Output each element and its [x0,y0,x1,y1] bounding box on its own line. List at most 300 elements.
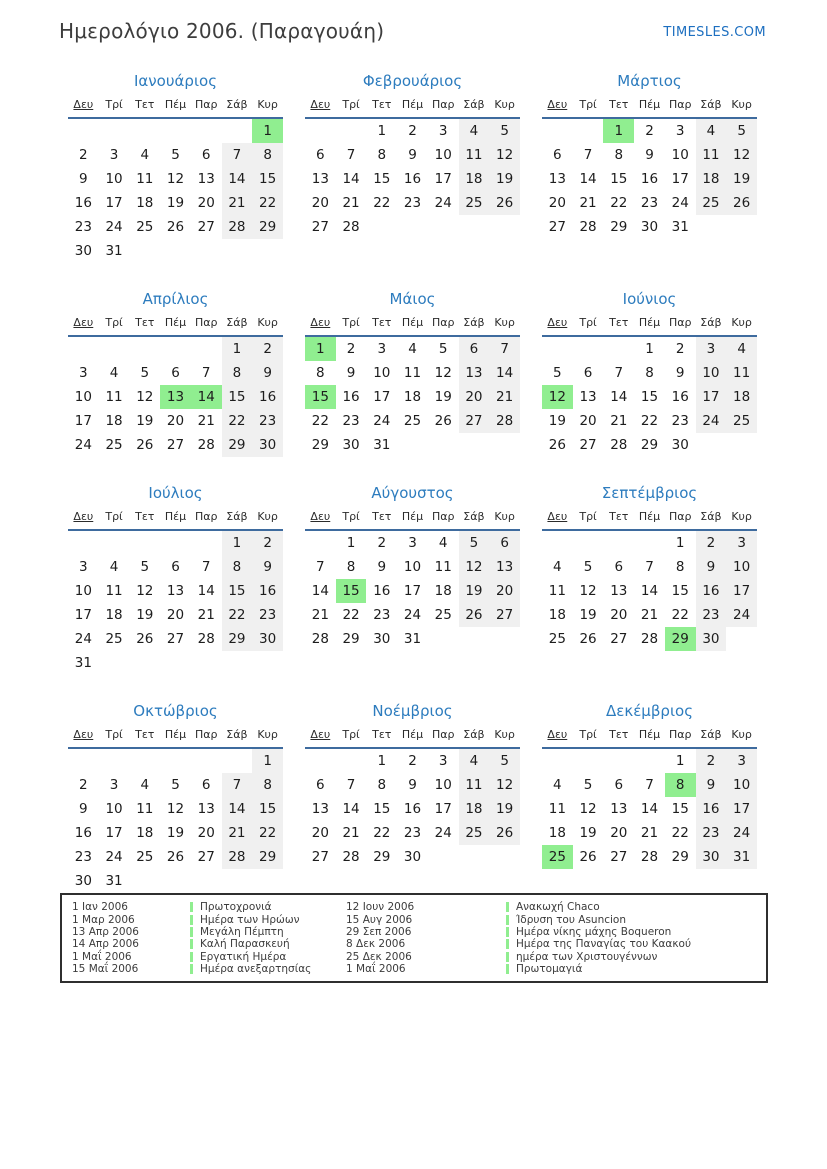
day-cell: 28 [640,631,659,647]
day-cell: 28 [311,631,329,647]
day-cell: 6 [171,365,180,381]
day-cell: 13 [160,385,191,409]
day-cell: 31 [726,845,757,869]
day-cell: 31 [74,655,92,671]
month-title: Αύγουστος [371,484,454,502]
day-cell: 30 [74,243,92,259]
day-cell: 17 [74,607,92,623]
legend-entry [190,938,346,950]
day-cell: 24 [696,409,727,433]
day-cell: 4 [140,147,150,163]
empty-cell [68,119,99,143]
day-grid [305,119,520,239]
weekday-header: Πέμ [401,728,424,741]
day-cell: 5 [583,559,593,575]
day-cell: 10 [105,171,123,187]
day-cell: 26 [166,849,185,865]
empty-cell [726,215,757,239]
day-cell: 20 [166,607,185,623]
day-cell: 24 [671,195,689,211]
day-cell: 3 [79,559,88,575]
day-cell: 1 [377,123,387,139]
day-cell: 24 [434,195,452,211]
day-cell: 2 [696,531,727,555]
empty-cell [191,869,222,893]
day-grid [68,531,283,675]
day-cell: 9 [346,365,356,381]
day-cell: 19 [434,389,452,405]
day-cell: 9 [377,559,387,575]
legend-holiday-name: Εργατική Ημέρα [200,950,287,963]
empty-cell [489,627,520,651]
legend-entry [190,914,346,926]
weekday-header-row [542,504,757,531]
day-cell: 18 [105,607,123,623]
weekday-header: Παρ [431,98,455,111]
day-cell: 30 [696,845,727,869]
day-cell: 12 [136,389,154,405]
weekday-header: Σάβ [700,316,722,329]
empty-cell [305,531,336,555]
day-cell: 13 [548,171,566,187]
day-cell: 30 [373,631,391,647]
day-cell: 12 [166,171,185,187]
day-cell: 29 [373,849,391,865]
empty-cell [129,119,160,143]
empty-cell [222,119,253,143]
day-cell: 29 [252,845,283,869]
weekday-header: Τετ [135,510,155,523]
month-calendar [68,482,283,675]
empty-cell [634,531,665,555]
day-cell: 12 [434,365,452,381]
weekday-header: Τετ [609,728,629,741]
weekday-header: Τρί [579,316,597,329]
holiday-marker-icon [190,915,193,925]
day-cell: 26 [548,437,566,453]
weekday-header: Πέμ [638,728,661,741]
day-cell: 4 [553,559,562,575]
day-cell: 10 [696,361,727,385]
day-cell: 17 [74,413,92,429]
empty-cell [305,749,336,773]
day-cell: 9 [79,171,88,187]
day-cell: 17 [403,583,422,599]
day-cell: 1 [305,337,336,361]
day-cell: 15 [252,797,283,821]
day-cell: 17 [726,797,757,821]
day-cell: 8 [614,147,624,163]
month-calendar [305,700,520,869]
day-cell: 28 [342,219,360,235]
day-cell: 5 [489,749,520,773]
day-cell: 4 [109,365,119,381]
month-title: Μάρτιος [617,72,682,90]
day-cell: 16 [373,583,391,599]
day-grid [542,337,757,457]
day-cell: 1 [675,753,685,769]
holiday-marker-icon [506,964,509,974]
day-cell: 27 [459,409,490,433]
day-cell: 20 [610,607,628,623]
day-cell: 6 [459,337,490,361]
weekday-header: Σάβ [463,316,485,329]
empty-cell [489,215,520,239]
day-cell: 16 [74,825,92,841]
day-cell: 26 [434,413,452,429]
day-cell: 5 [140,365,150,381]
day-cell: 22 [610,195,628,211]
day-cell: 3 [438,753,448,769]
day-cell: 15 [222,385,253,409]
day-cell: 31 [105,243,123,259]
legend-holiday-name: Πρωτοχρονιά [200,901,272,914]
month-calendar [68,70,283,263]
day-cell: 5 [171,777,180,793]
weekday-header-row [305,310,520,337]
weekday-header: Δευ [310,98,331,111]
weekday-header-row [305,504,520,531]
weekday-header: Τετ [372,510,392,523]
empty-cell [222,651,253,675]
day-cell: 14 [222,797,253,821]
day-cell: 19 [166,825,185,841]
day-cell: 28 [489,409,520,433]
day-cell: 19 [136,607,154,623]
weekday-header: Πέμ [638,510,661,523]
day-cell: 21 [489,385,520,409]
weekday-header: Τρί [105,316,123,329]
legend-holiday-name: ημέρα των Χριστουγέννων [516,950,658,963]
empty-cell [129,531,160,555]
day-cell: 22 [222,409,253,433]
empty-cell [129,239,160,263]
month-calendar [68,700,283,893]
day-grid [305,749,520,869]
day-cell: 3 [408,535,417,551]
day-cell: 7 [346,147,356,163]
day-grid [68,749,283,893]
day-cell: 29 [665,627,696,651]
day-cell: 11 [105,389,123,405]
day-cell: 11 [403,365,422,381]
day-cell: 22 [373,195,391,211]
legend-holiday-name: Μεγάλη Πέμπτη [200,925,284,938]
weekday-header-row [305,722,520,749]
day-cell: 8 [346,559,356,575]
holiday-marker-icon [506,927,509,937]
day-cell: 23 [74,219,92,235]
month-title: Νοέμβριος [372,702,453,720]
day-cell: 26 [489,191,520,215]
empty-cell [99,119,130,143]
page-title: Ημερολόγιο 2006. (Παραγουάη) [59,19,385,43]
day-cell: 14 [342,801,360,817]
day-cell: 12 [459,555,490,579]
day-cell: 28 [197,437,215,453]
day-cell: 15 [305,385,336,409]
day-cell: 25 [459,191,490,215]
day-cell: 21 [610,413,628,429]
day-grid [68,119,283,263]
day-cell: 27 [197,219,215,235]
weekday-header: Παρ [668,316,692,329]
day-cell: 7 [201,365,211,381]
day-cell: 11 [548,801,566,817]
day-cell: 18 [696,167,727,191]
holiday-marker-icon [506,915,509,925]
day-cell: 8 [252,773,283,797]
day-cell: 14 [640,801,659,817]
weekday-header: Τρί [105,510,123,523]
month-title: Φεβρουάριος [362,72,463,90]
holiday-marker-icon [506,902,509,912]
day-cell: 1 [252,749,283,773]
weekday-header: Σάβ [463,728,485,741]
day-cell: 12 [489,143,520,167]
weekday-header: Δευ [310,510,331,523]
day-cell: 22 [373,825,391,841]
empty-cell [397,215,428,239]
weekday-header: Κυρ [257,728,278,741]
day-cell: 8 [377,777,387,793]
day-cell: 13 [610,801,628,817]
day-cell: 31 [105,873,123,889]
empty-cell [726,433,757,457]
day-cell: 13 [610,583,628,599]
day-cell: 16 [252,385,283,409]
day-cell: 20 [579,413,597,429]
weekday-header: Δευ [310,728,331,741]
empty-cell [459,215,490,239]
day-cell: 4 [459,749,490,773]
day-cell: 24 [105,219,123,235]
empty-cell [696,215,727,239]
day-cell: 19 [166,195,185,211]
day-cell: 10 [671,147,689,163]
day-cell: 9 [696,555,727,579]
weekday-header: Παρ [668,98,692,111]
empty-cell [603,749,634,773]
day-cell: 14 [197,583,215,599]
day-cell: 2 [79,147,88,163]
weekday-header: Σάβ [700,98,722,111]
day-cell: 6 [316,147,325,163]
day-cell: 29 [311,437,329,453]
day-cell: 26 [136,631,154,647]
day-cell: 21 [640,607,659,623]
holiday-marker-icon [506,952,509,962]
day-cell: 6 [583,365,593,381]
weekday-header: Σάβ [700,510,722,523]
day-cell: 3 [79,365,88,381]
day-cell: 8 [377,147,387,163]
empty-cell [603,531,634,555]
day-cell: 26 [166,219,185,235]
day-cell: 24 [434,825,452,841]
day-cell: 10 [74,389,92,405]
weekday-header: Σάβ [463,510,485,523]
day-cell: 28 [579,219,597,235]
day-cell: 21 [222,821,253,845]
day-cell: 5 [726,119,757,143]
weekday-header: Παρ [194,98,218,111]
empty-cell [222,239,253,263]
empty-cell [696,433,727,457]
empty-cell [603,337,634,361]
day-cell: 22 [222,603,253,627]
day-cell: 27 [311,849,329,865]
holiday-marker-icon [190,902,193,912]
day-cell: 27 [197,849,215,865]
holiday-marker-icon [190,927,193,937]
day-cell: 9 [252,555,283,579]
weekday-header: Τετ [135,316,155,329]
legend-holiday-name: Ημέρα ανεξαρτησίας [200,963,312,976]
weekday-header: Παρ [194,728,218,741]
day-cell: 17 [696,385,727,409]
empty-cell [68,531,99,555]
day-cell: 22 [671,825,689,841]
empty-cell [99,651,130,675]
day-cell: 20 [311,195,329,211]
day-cell: 7 [489,337,520,361]
day-cell: 15 [671,583,689,599]
weekday-header: Κυρ [494,316,515,329]
brand-link[interactable]: TIMESLES.COM [663,25,766,40]
day-cell: 3 [438,123,448,139]
empty-cell [573,119,604,143]
day-cell: 9 [675,365,685,381]
day-cell: 25 [696,191,727,215]
empty-cell [191,239,222,263]
day-cell: 25 [726,409,757,433]
day-cell: 7 [614,365,624,381]
day-cell: 30 [671,437,689,453]
day-cell: 22 [671,607,689,623]
day-cell: 15 [222,579,253,603]
day-cell: 3 [696,337,727,361]
holiday-marker-icon [190,964,193,974]
day-cell: 13 [459,361,490,385]
empty-cell [129,869,160,893]
day-cell: 19 [489,167,520,191]
month-title: Απρίλιος [142,290,209,308]
day-cell: 5 [171,147,180,163]
day-cell: 6 [201,147,211,163]
weekday-header: Κυρ [494,728,515,741]
day-cell: 27 [579,437,597,453]
day-cell: 11 [434,559,452,575]
empty-cell [542,749,573,773]
month-title: Ιανουάριος [133,72,217,90]
day-cell: 22 [311,413,329,429]
day-cell: 21 [222,191,253,215]
day-cell: 19 [579,825,597,841]
weekday-header: Τετ [372,98,392,111]
weekday-header: Παρ [194,316,218,329]
empty-cell [542,337,573,361]
legend-date: 13 Απρ 2006 [72,925,139,938]
month-calendar [68,288,283,457]
day-cell: 10 [726,555,757,579]
empty-cell [160,239,191,263]
weekday-header: Κυρ [257,98,278,111]
legend-entry [190,901,346,913]
legend-entry [506,926,762,938]
weekday-header: Πέμ [638,316,661,329]
month-calendar [305,70,520,239]
day-cell: 15 [671,801,689,817]
day-cell: 23 [696,603,727,627]
day-cell: 14 [222,167,253,191]
day-cell: 1 [377,753,387,769]
day-cell: 7 [645,777,654,793]
month-calendar [542,70,757,239]
weekday-header: Δευ [547,510,568,523]
legend-date: 8 Δεκ 2006 [346,938,406,951]
day-cell: 11 [459,773,490,797]
day-cell: 17 [434,801,452,817]
weekday-header: Δευ [547,728,568,741]
weekday-header: Παρ [668,728,692,741]
day-cell: 5 [489,119,520,143]
day-cell: 5 [553,365,562,381]
day-cell: 4 [109,559,119,575]
weekday-header: Σάβ [226,728,248,741]
day-cell: 17 [105,195,123,211]
day-cell: 30 [74,873,92,889]
day-cell: 2 [645,123,654,139]
weekday-header: Τρί [342,510,360,523]
day-cell: 16 [696,797,727,821]
day-cell: 14 [610,389,628,405]
day-cell: 13 [166,583,185,599]
day-cell: 7 [222,143,253,167]
day-cell: 24 [74,437,92,453]
weekday-header: Τρί [579,510,597,523]
legend-entry [506,914,762,926]
weekday-header: Παρ [431,510,455,523]
day-cell: 30 [342,437,360,453]
weekday-header: Τετ [609,98,629,111]
day-cell: 8 [316,365,325,381]
day-cell: 5 [459,531,490,555]
empty-cell [397,433,428,457]
day-cell: 14 [191,385,222,409]
day-cell: 25 [136,849,154,865]
day-cell: 3 [109,777,119,793]
day-cell: 14 [342,171,360,187]
day-cell: 27 [311,219,329,235]
holiday-legend [60,893,768,983]
empty-cell [252,239,283,263]
legend-date: 1 Μαΐ 2006 [72,950,132,963]
day-cell: 15 [373,171,391,187]
day-cell: 23 [640,195,659,211]
weekday-header: Πέμ [164,510,187,523]
day-cell: 3 [109,147,119,163]
empty-cell [68,749,99,773]
legend-date: 12 Ιουν 2006 [346,901,415,914]
day-cell: 20 [197,195,215,211]
day-cell: 28 [342,849,360,865]
weekday-header-row [68,504,283,531]
day-cell: 6 [171,559,180,575]
day-cell: 9 [252,361,283,385]
day-cell: 18 [459,167,490,191]
empty-cell [726,627,757,651]
